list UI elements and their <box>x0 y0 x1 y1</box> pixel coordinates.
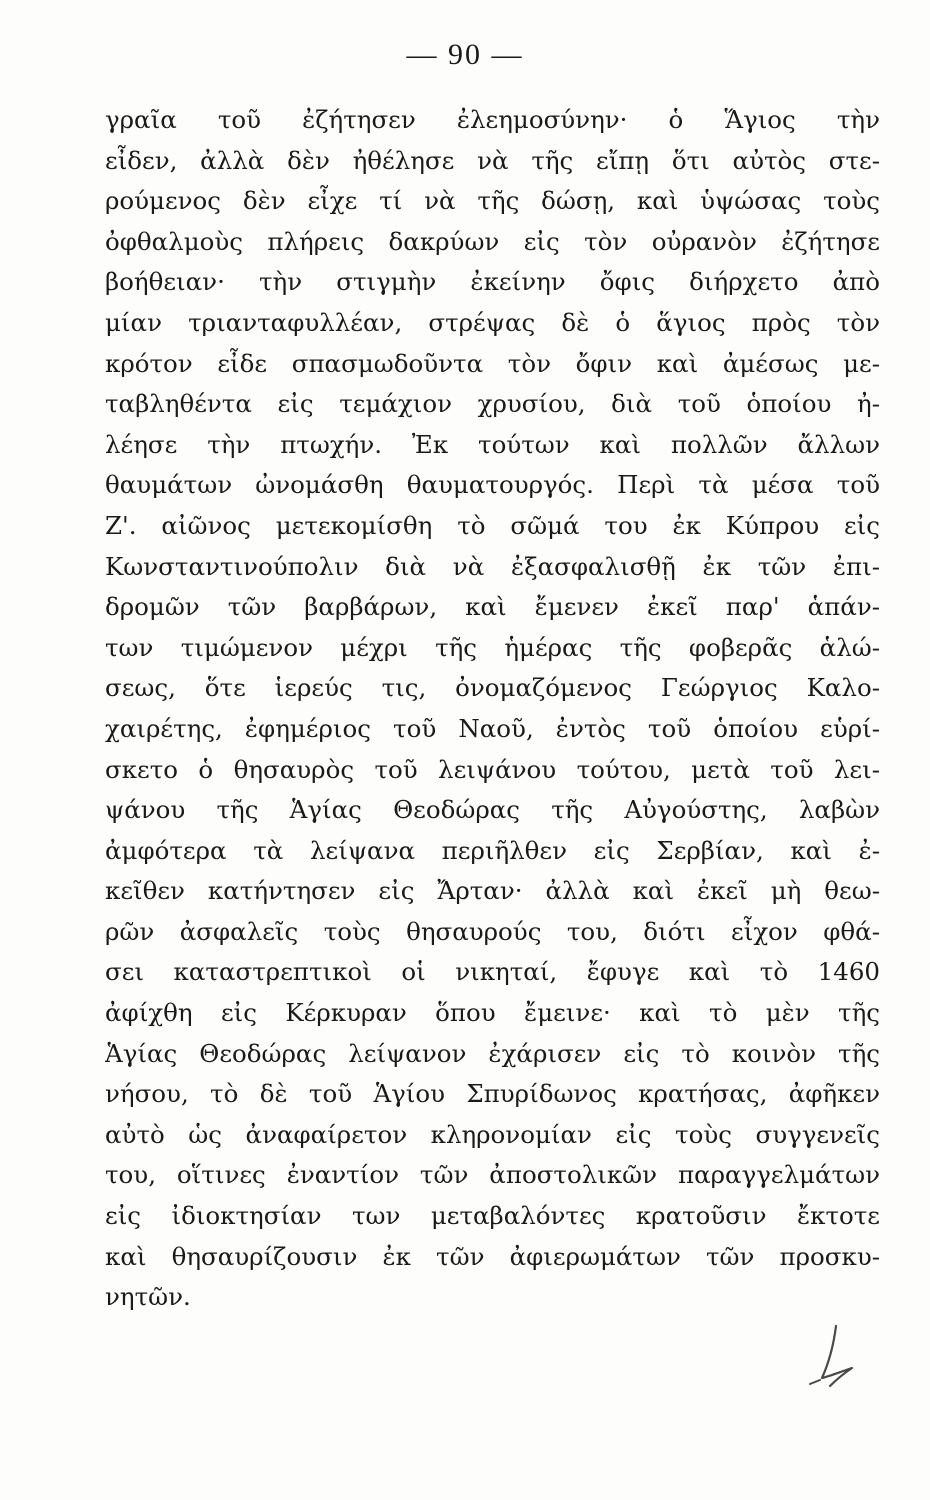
text-line: σει καταστρεπτικοὶ οἱ νικηταί, ἔφυγε καὶ τὸ 1460 <box>105 957 880 987</box>
text-line: νήσου, τὸ δὲ τοῦ Ἁγίου Σπυρίδωνος κρατήσας, ἀφῆκεν <box>105 1079 880 1109</box>
text-line: μίαν τριανταφυλλέαν, στρέψας δὲ ὁ ἅγιος πρὸς τὸν <box>105 307 880 337</box>
text-line: ρούμενος δὲν εἶχε τί νὰ τῆς δώσῃ, καὶ ὑψώσας τοὺς <box>105 186 880 216</box>
text-line: θαυμάτων ὠνομάσθη θαυματουργός. Περὶ τὰ μέσα τοῦ <box>105 470 880 500</box>
text-line: χαιρέτης, ἐφημέριος τοῦ Ναοῦ, ἐντὸς τοῦ ὁποίου εὑρί- <box>105 713 880 743</box>
text-line: ταβληθέντα εἰς τεμάχιον χρυσίου, διὰ τοῦ ὁποίου ἠ- <box>105 389 880 419</box>
text-line: νητῶν. <box>105 1282 191 1312</box>
text-line: εἶδεν, ἀλλὰ δὲν ἠθέλησε νὰ τῆς εἴπῃ ὅτι αὐτὸς στε- <box>105 145 880 175</box>
body-text <box>105 100 880 1318</box>
text-line: σεως, ὅτε ἱερεύς τις, ὀνομαζόμενος Γεώργιος Καλο- <box>105 673 880 703</box>
text-line: κρότον εἶδε σπασμωδοῦντα τὸν ὄφιν καὶ ἀμέσως με- <box>105 348 880 378</box>
text-line: εἰς ἰδιοκτησίαν των μεταβαλόντες κρατοῦσιν ἔκτοτε <box>105 1201 880 1231</box>
text-line: Ζ'. αἰῶνος μετεκομίσθη τὸ σῶμά του ἐκ Κύπρου εἰς <box>105 510 880 540</box>
text-line: ψάνου τῆς Ἁγίας Θεοδώρας τῆς Αὐγούστης, λαβὼν <box>105 795 880 825</box>
text-line: Ἁγίας Θεοδώρας λείψανον ἐχάρισεν εἰς τὸ κοινὸν τῆς <box>105 1038 880 1068</box>
text-line: ὀφθαλμοὺς πλήρεις δακρύων εἰς τὸν οὐρανὸν ἐζήτησε <box>105 226 880 256</box>
text-line: κεῖθεν κατήντησεν εἰς Ἄρταν· ἀλλὰ καὶ ἐκεῖ μὴ θεω- <box>105 876 880 906</box>
page-number: — 90 — <box>406 38 524 71</box>
text-line: των τιμώμενον μέχρι τῆς ἡμέρας τῆς φοβερᾶς ἁλώ- <box>105 632 880 662</box>
pencil-checkmark-icon <box>800 1320 880 1400</box>
text-line: λέησε τὴν πτωχήν. Ἐκ τούτων καὶ πολλῶν ἄλλων <box>105 429 880 459</box>
text-line: ρῶν ἀσφαλεῖς τοὺς θησαυρούς του, διότι εἶχον φθά- <box>105 916 880 946</box>
text-line: αὐτὸ ὡς ἀναφαίρετον κληρονομίαν εἰς τοὺς συγγενεῖς <box>105 1119 880 1149</box>
text-line: γραῖα τοῦ ἐζήτησεν ἐλεημοσύνην· ὁ Ἅγιος τὴν <box>105 105 880 134</box>
text-line: ἀμφότερα τὰ λείψανα περιῆλθεν εἰς Σερβίαν, καὶ ἐ- <box>105 835 880 865</box>
text-line: Κωνσταντινούπολιν διὰ νὰ ἐξασφαλισθῇ ἐκ τῶν ἐπι- <box>105 551 880 581</box>
text-line: καὶ θησαυρίζουσιν ἐκ τῶν ἀφιερωμάτων τῶν προσκυ- <box>105 1241 880 1271</box>
text-line: σκετο ὁ θησαυρὸς τοῦ λειψάνου τούτου, μετὰ τοῦ λει- <box>105 754 880 784</box>
text-line: ἀφίχθη εἰς Κέρκυραν ὅπου ἔμεινε· καὶ τὸ μὲν τῆς <box>105 998 880 1028</box>
text-line: βοήθειαν· τὴν στιγμὴν ἐκείνην ὄφις διήρχετο ἀπὸ <box>105 267 880 297</box>
text-line: του, οἵτινες ἐναντίον τῶν ἀποστολικῶν παραγγελμάτων <box>105 1160 880 1190</box>
text-line: δρομῶν τῶν βαρβάρων, καὶ ἔμενεν ἐκεῖ παρ' ἁπάν- <box>105 592 880 622</box>
